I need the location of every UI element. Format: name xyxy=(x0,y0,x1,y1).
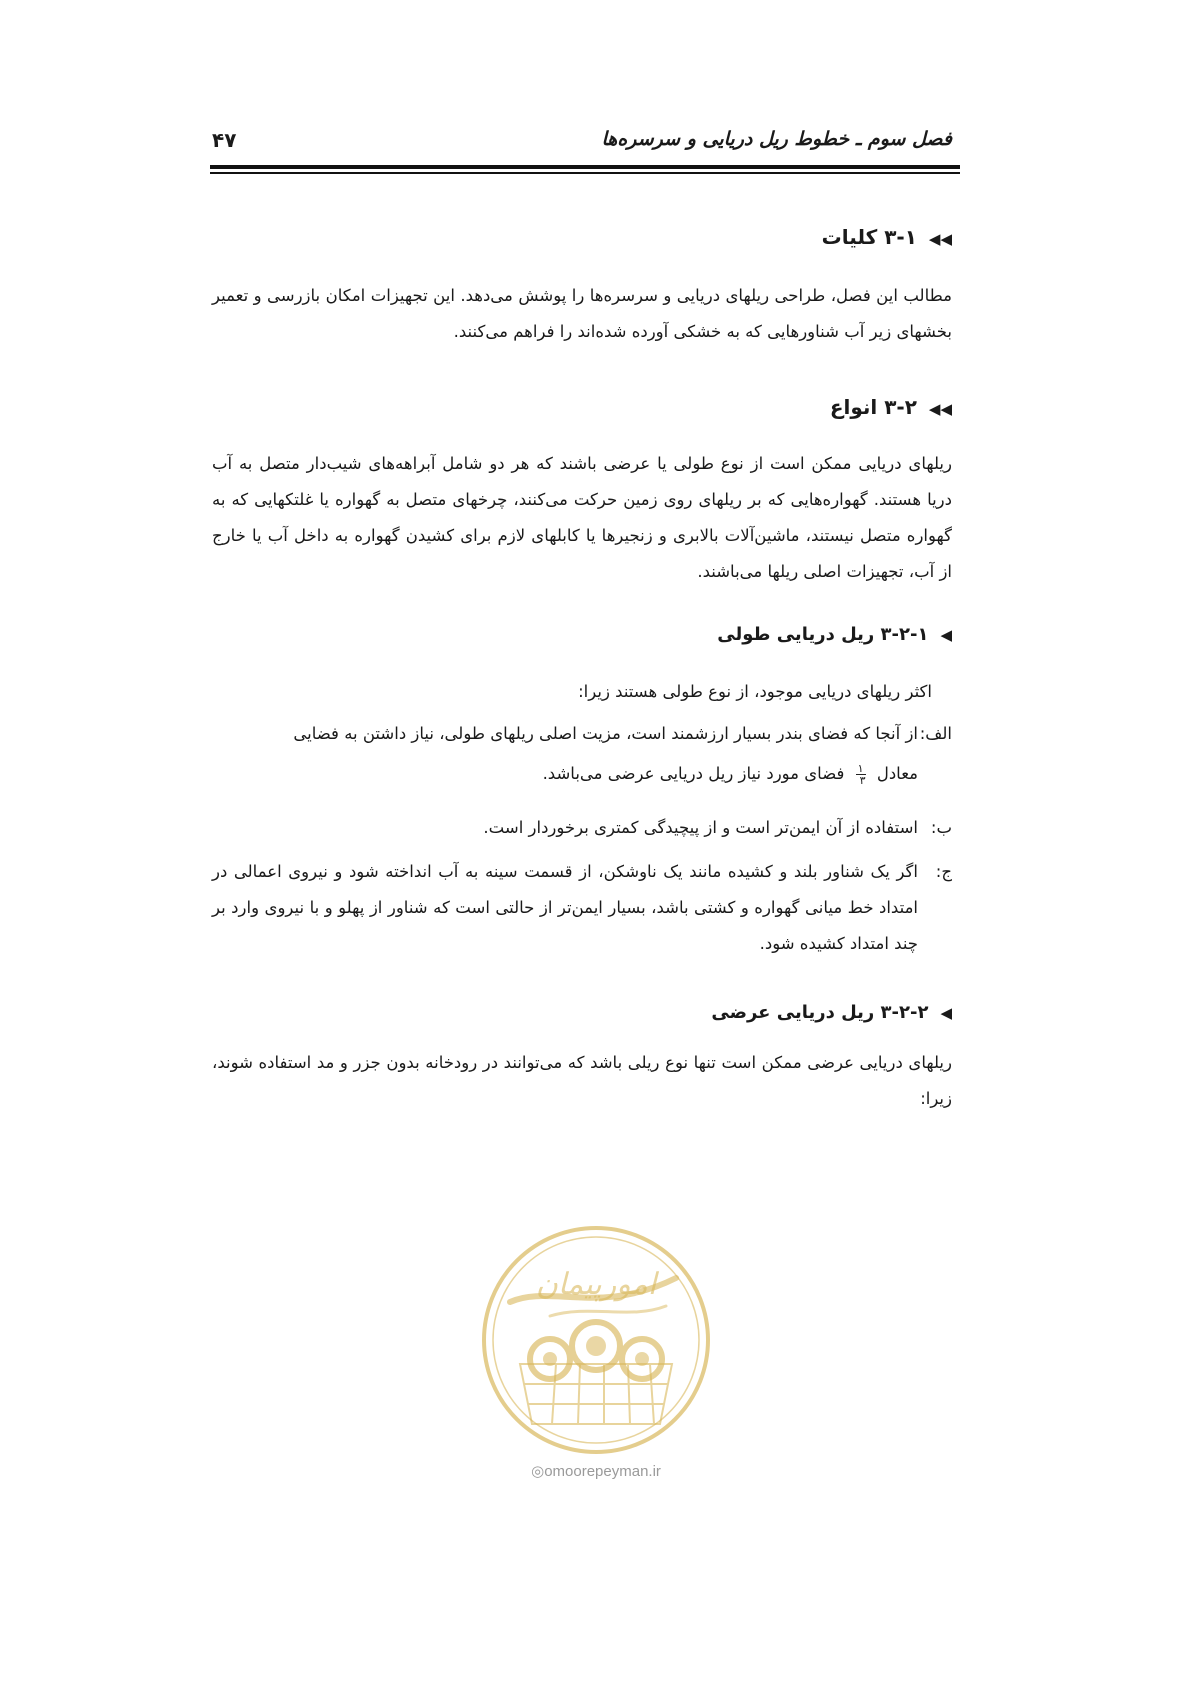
section-types-paragraph xyxy=(212,446,952,590)
list-item-text-line2: معادل $\frac{۱}{۳}$ فضای مورد نیاز ریل دریایی عرضی می‌باشد. xyxy=(542,762,918,787)
watermark-site: ◎omoorepeyman.ir xyxy=(531,1463,661,1480)
subsection-transverse-paragraph xyxy=(212,1045,952,1117)
page-number: ۴۷ xyxy=(212,128,237,152)
subsection-title: ۳-۲-۱ ریل دریایی طولی xyxy=(717,624,929,645)
list-item-text: از آنجا که فضای بندر بسیار ارزشمند است، مزیت اصلی ریلهای طولی، نیاز داشتن به فضایی xyxy=(293,724,918,743)
list-item-text: استفاده از آن ایمن‌تر است و از پیچیدگی کمتری برخوردار است. xyxy=(483,818,918,837)
section-title: ۳-۱ کلیات xyxy=(821,225,917,249)
subsection-heading-transverse xyxy=(711,1002,952,1023)
fraction: $\frac{۱}{۳}$ xyxy=(857,762,866,787)
header-rule-thick xyxy=(210,165,960,169)
list-item-label: ج: xyxy=(935,862,952,881)
paragraph-text: مطالب این فصل، طراحی ریلهای دریایی و سرسره‌ها را پوشش می‌دهد. این تجهیزات امکان بازرسی و تعمیر بخشهای زیر آب شناورهایی که به خشکی آورده شده‌اند را فراهم می‌کنند. xyxy=(212,286,952,341)
globe-icon: ◎ xyxy=(531,1463,545,1480)
subsection-heading-longitudinal xyxy=(717,624,952,645)
double-arrow-icon: ◀◀ xyxy=(928,400,952,418)
list-item-text: اگر یک شناور بلند و کشیده مانند یک ناوشکن، از قسمت سینه به آب انداخته شود و نیروی اعمالی در امتداد خط میانی گهواره و کشتی باشد، بسیار ایمن‌تر از حالتی است که شناور از پهلو و با نیروی وارد بر چند امتداد کشیده شود. xyxy=(212,862,918,953)
list-item-be xyxy=(212,810,952,846)
section-heading-types xyxy=(830,395,952,419)
double-arrow-icon: ◀◀ xyxy=(928,230,952,248)
arrow-icon: ◀ xyxy=(940,1004,952,1022)
watermark-logo-text: امورپیمان xyxy=(535,1267,657,1302)
list-item-label: ب: xyxy=(930,818,952,837)
running-header-title: فصل سوم ـ خطوط ریل دریایی و سرسره‌ها xyxy=(601,128,952,150)
subsection-intro: اکثر ریلهای دریایی موجود، از نوع طولی هستند زیرا: xyxy=(578,682,932,701)
subsection-title: ۳-۲-۲ ریل دریایی عرضی xyxy=(711,1002,929,1023)
list-item-jim xyxy=(212,854,952,962)
list-item-label: الف: xyxy=(919,724,952,743)
watermark-logo xyxy=(480,1224,712,1456)
list-item-alef xyxy=(212,716,952,792)
section-general-paragraph xyxy=(212,278,952,350)
section-heading-general xyxy=(822,225,952,249)
paragraph-text: ریلهای دریایی عرضی ممکن است تنها نوع ریلی باشد که می‌توانند در رودخانه بدون جزر و مد استفاده شوند، زیرا: xyxy=(212,1053,952,1108)
section-title: ۳-۲ انواع xyxy=(829,395,917,419)
header-rule-thin xyxy=(210,172,960,174)
arrow-icon: ◀ xyxy=(940,626,952,644)
paragraph-text: ریلهای دریایی ممکن است از نوع طولی یا عرضی باشند که هر دو شامل آبراهه‌های شیب‌دار متصل به آب دریا هستند. گهواره‌هایی که بر ریلهای روی زمین حرکت می‌کنند، چرخهای متصل به گهواره یا غلتکهایی که به گهواره متصل نیستند، ماشین‌آلات بالابری و زنجیرها یا کابلهای لازم برای کشیدن گهواره به داخل آب یا خارج از آب، تجهیزات اصلی ریلها می‌باشند. xyxy=(212,454,952,581)
